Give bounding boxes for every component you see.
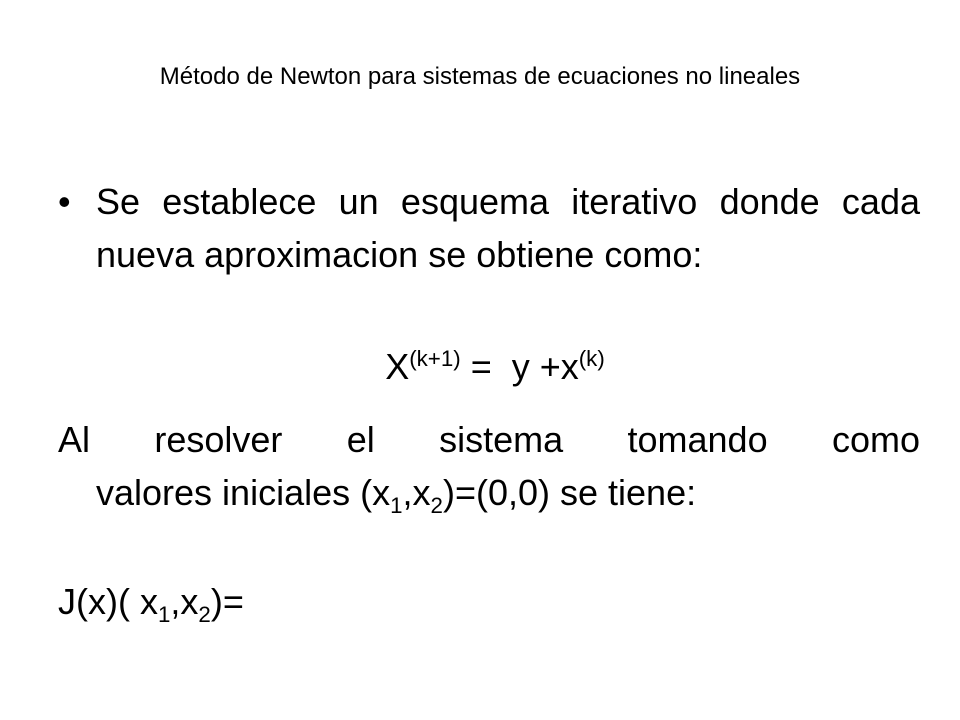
jacobian-subscript-2: 2 [198,602,211,628]
jacobian-comma: ,x [170,581,199,622]
subscript-1: 1 [390,493,403,519]
iteration-formula [0,340,960,393]
jacobian-post: )= [210,581,244,622]
jacobian-expression [58,575,244,628]
formula-rhs-superscript: (k) [578,346,605,371]
paragraph-line-1: Al resolver el sistema tomando como [58,419,920,460]
subscript-2: 2 [430,493,443,519]
paragraph-line-2-post: )=(0,0) se tiene: [442,472,697,513]
formula-lhs-superscript: (k+1) [409,346,461,371]
slide-title: Método de Newton para sistemas de ecuaciones no lineales [159,63,801,90]
jacobian-pre: J(x)( x [58,581,158,622]
formula-lhs: X [385,346,410,387]
paragraph-line-2-pre: valores iniciales (x [96,472,391,513]
paragraph-comma: ,x [402,472,431,513]
bullet-text: Se establece un esquema iterativo donde cada nueva aproximacion se obtiene como: [96,181,920,275]
initial-values-paragraph [58,413,920,519]
bullet-mark: • [58,181,71,222]
formula-middle: = y +x [460,346,579,387]
bullet-item [58,175,920,281]
jacobian-subscript-1: 1 [157,602,171,628]
paragraph-line-2 [58,466,920,519]
